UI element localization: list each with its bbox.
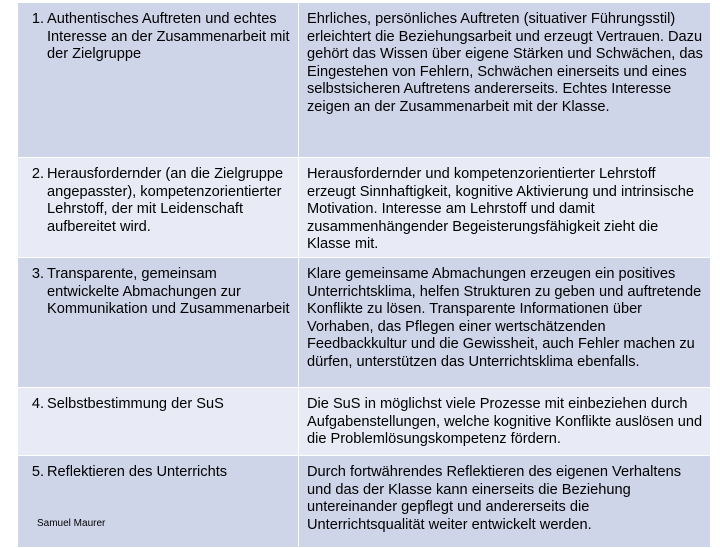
- author-footer: Samuel Maurer: [37, 518, 106, 529]
- table-row: [18, 387, 711, 455]
- description-cell: [299, 455, 711, 547]
- table-row: [18, 3, 711, 158]
- row-number: 2.: [31, 166, 44, 182]
- criterion-description: Klare gemeinsame Abmachungen erzeugen ein positives Unterrichtsklima, helfen Strukturen zu geben und auftretende Konflikte zu lösen. Transparente Informationen über Vorhaben, das Pflegen einer wertschätzenden Feedbackkultur und die Gewissheit, auch Fehler machen zu dürfen, unterstützen das Unterrichtsklima ebenfalls.: [307, 265, 702, 370]
- description-cell: [299, 387, 711, 455]
- criterion-cell: [18, 3, 299, 158]
- criterion-cell: [18, 158, 299, 258]
- criterion-description: Ehrliches, persönliches Auftreten (situativer Führungsstil) erleichtert die Beziehungsarbeit und erzeugt Vertrauen. Dazu gehört das Wissen über eigene Stärken und Schwächen, das Eingestehen von Fehlern, Schwächen einerseits und eines selbstsicheren Auftretens andererseits. Echtes Interesse zeigen an der Zusammenarbeit mit der Klasse.: [307, 11, 703, 115]
- description-cell: [299, 158, 711, 258]
- row-number: 5.: [31, 463, 44, 480]
- description-cell: [299, 257, 711, 387]
- criterion-label: Herausfordernder (an die Zielgruppe angepasster), kompetenzorientierter Lehrstoff, der mit Leidenschaft aufbereitet wird.: [47, 166, 284, 235]
- criterion-label: Reflektieren des Unterrichts: [47, 463, 228, 480]
- table-row: [18, 257, 711, 387]
- criterion-label: Transparente, gemeinsam entwickelte Abmachungen zur Kommunikation und Zusammenarbeit: [47, 265, 290, 318]
- criterion-description: Herausfordernder und kompetenzorientierter Lehrstoff erzeugt Sinnhaftigkeit, kognitive Aktivierung und intrinsische Motivation. Interesse am Lehrstoff und damit zusammenhängender Begeisterungsfähigkeit zieht die Klasse mit.: [307, 166, 694, 253]
- criterion-description: Die SuS in möglichst viele Prozesse mit einbeziehen durch Aufgabenstellungen, welche kognitive Konflikte auslösen und die Problemlösungskompetenz fördern.: [307, 395, 703, 448]
- row-number: 4.: [31, 395, 44, 412]
- criterion-label: Selbstbestimmung der SuS: [47, 395, 224, 412]
- description-cell: [299, 3, 711, 158]
- criteria-table: [17, 2, 711, 548]
- table-row: [18, 455, 711, 547]
- row-number: 3.: [31, 265, 44, 282]
- criterion-cell: [18, 257, 299, 387]
- criterion-cell: [18, 387, 299, 455]
- criterion-description: Durch fortwährendes Reflektieren des eigenen Verhaltens und das der Klasse kann einerseits die Beziehung untereinander gepflegt und andererseits die Unterrichtsqualität weiter entwickelt werden.: [307, 463, 681, 533]
- table-row: [18, 158, 711, 258]
- criterion-label: Authentisches Auftreten und echtes Interesse an der Zusammenarbeit mit der Zielgruppe: [47, 11, 290, 63]
- criterion-cell: [18, 455, 299, 547]
- row-number: 1.: [31, 11, 44, 27]
